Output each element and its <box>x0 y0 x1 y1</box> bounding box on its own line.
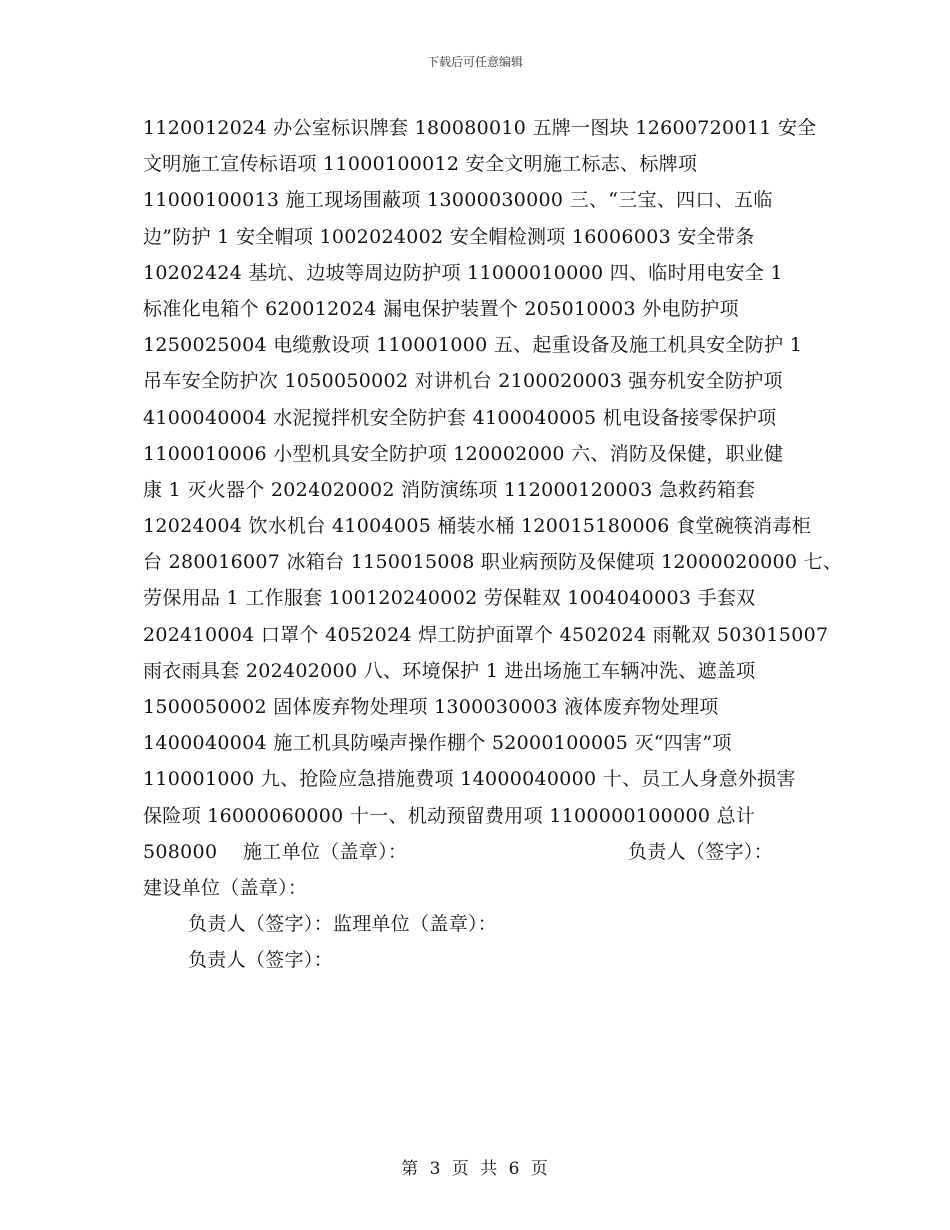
body-line: 雨衣雨具套 202402000 八、环境保护 1 进出场施工车辆冲洗、遮盖项 <box>143 659 756 682</box>
owner-signature-row <box>143 906 805 942</box>
body-line: 1120012024 办公室标识牌套 180080010 五牌一图块 12600720011 安全 <box>143 117 817 139</box>
body-line: 4100040004 水泥搅拌机安全防护套 4100040005 机电设备接零保护项 <box>143 406 777 429</box>
construction-responsible-label: 负责人（签字）： <box>628 840 773 863</box>
page-number: 第 3 页 共 6 页 <box>401 1159 549 1179</box>
supervision-signature-row <box>143 942 805 978</box>
body-line: 吊车安全防护次 1050050002 对讲机台 2100020003 强夯机安全防护项 <box>143 370 783 393</box>
body-line: 110001000 九、抢险应急措施费项 14000040000 十、员工人身意外损害 <box>143 768 796 791</box>
body-line: 康 1 灭火器个 2024020002 消防演练项 112000120003 急救药箱套 <box>143 478 756 501</box>
document-body <box>143 110 843 979</box>
owner-unit-label: 建设单位（盖章）： <box>143 876 308 899</box>
body-line: 12024004 饮水机台 41004005 桶装水桶 120015180006 食堂碗筷消毒柜 <box>143 515 812 538</box>
body-line: 10202424 基坑、边坡等周边防护项 11000010000 四、临时用电安全 1 <box>143 261 783 284</box>
supervision-unit-label: 监理单位（盖章）： <box>332 913 498 936</box>
signature-row <box>143 834 805 870</box>
construction-unit-label: 施工单位（盖章）： <box>243 840 408 863</box>
body-line: 文明施工宣传标语项 11000100012 安全文明施工标志、标牌项 <box>143 153 698 176</box>
body-line: 1250025004 电缆敷设项 110001000 五、起重设备及施工机具安全防护 1 <box>143 334 803 357</box>
supervision-responsible-label: 负责人（签字）： <box>188 949 333 972</box>
body-line: 11000100013 施工现场围蔽项 13000030000 三、“三宝、四口、五临 <box>143 189 773 212</box>
body-line: 边”防护 1 安全帽项 1002024002 安全帽检测项 16006003 安全带条 <box>143 225 755 248</box>
total-amount: 508000 <box>143 840 218 863</box>
body-line: 1400040004 施工机具防噪声操作棚个 52000100005 灭“四害”项 <box>143 732 732 755</box>
body-line: 标准化电箱个 620012024 漏电保护装置个 205010003 外电防护项 <box>143 297 739 320</box>
owner-responsible-label: 负责人（签字）： <box>188 913 333 936</box>
body-line: 劳保用品 1 工作服套 100120240002 劳保鞋双 1004040003 手套双 <box>143 587 756 610</box>
body-line: 保险项 16000060000 十一、机动预留费用项 1100000100000 总计 <box>143 804 756 827</box>
body-line: 202410004 口罩个 4052024 焊工防护面罩个 4502024 雨靴双 503015007 <box>143 623 829 646</box>
body-line: 1500050002 固体废弃物处理项 1300030003 液体废弃物处理项 <box>143 696 719 718</box>
body-line: 1100010006 小型机具安全防护项 120002000 六、消防及保健，职业健 <box>143 442 784 465</box>
body-line: 台 280016007 冰箱台 1150015008 职业病预防及保健项 12000020000 七、 <box>143 551 843 574</box>
page-header: 下载后可任意编辑 <box>426 55 523 69</box>
